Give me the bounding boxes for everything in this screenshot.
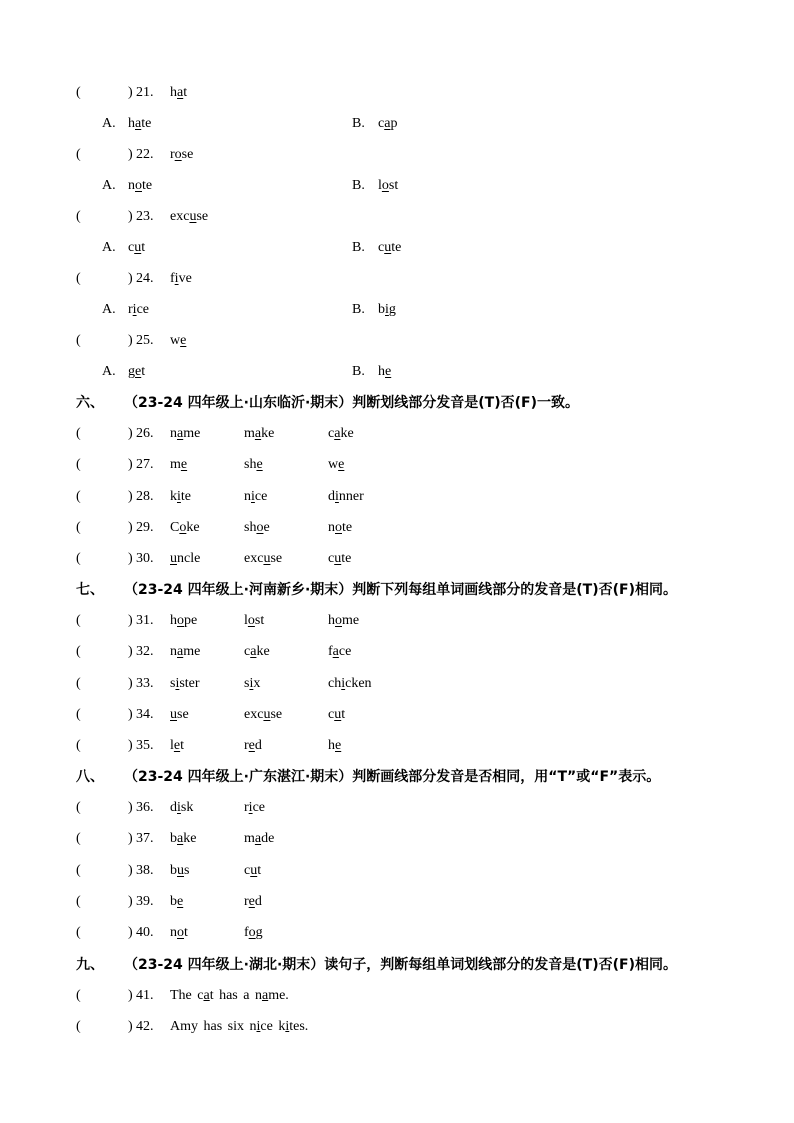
answer-paren-close: ) xyxy=(128,271,133,286)
answer-paren-close: ) xyxy=(128,551,133,566)
answer-blank[interactable] xyxy=(86,207,126,227)
word-1: bus xyxy=(170,863,190,878)
underlined-letter: o xyxy=(177,613,184,628)
question-word: we xyxy=(170,333,187,348)
option-a-label: A. xyxy=(102,116,116,131)
answer-blank[interactable] xyxy=(86,642,126,662)
word-2: red xyxy=(244,738,262,753)
answer-paren-close: ) xyxy=(128,613,133,628)
answer-paren-close: ) xyxy=(128,988,133,1003)
answer-paren-open: ( xyxy=(76,271,81,286)
answer-paren-open: ( xyxy=(76,800,81,815)
answer-blank[interactable] xyxy=(86,829,126,849)
question-number: 38. xyxy=(136,863,154,878)
underlined-letter: o xyxy=(179,520,187,535)
question-number: 41. xyxy=(136,988,154,1003)
word-1: disk xyxy=(170,800,194,815)
word-1: name xyxy=(170,644,201,659)
answer-blank[interactable] xyxy=(86,861,126,881)
answer-paren-close: ) xyxy=(128,800,133,815)
question-number: 23. xyxy=(136,209,154,224)
answer-paren-close: ) xyxy=(128,831,133,846)
underlined-letter: a xyxy=(250,644,257,659)
word-1: be xyxy=(170,894,184,909)
option-a-label: A. xyxy=(102,364,116,379)
underlined-letter: a xyxy=(203,988,210,1003)
underlined-letter: e xyxy=(248,894,255,909)
answer-paren-open: ( xyxy=(76,85,81,100)
underlined-letter: a xyxy=(135,116,142,131)
word-1: me xyxy=(170,457,188,472)
underlined-letter: a xyxy=(177,831,184,846)
question-number: 26. xyxy=(136,426,154,441)
word-3: he xyxy=(328,738,342,753)
answer-blank[interactable] xyxy=(86,331,126,351)
underlined-letter: i xyxy=(385,302,389,317)
word-3: face xyxy=(328,644,352,659)
section-instruction: （23-24 四年级上·河南新乡·期末）判断下列每组单词画线部分的发音是(T)否(F)相同。 xyxy=(124,582,677,598)
answer-paren-open: ( xyxy=(76,676,81,691)
answer-paren-close: ) xyxy=(128,863,133,878)
underlined-letter: a xyxy=(332,644,339,659)
underlined-letter: o xyxy=(177,925,184,940)
word-2: made xyxy=(244,831,275,846)
answer-paren-close: ) xyxy=(128,209,133,224)
option-b-label: B. xyxy=(352,178,365,193)
word-3: cut xyxy=(328,707,346,722)
word-2: shoe xyxy=(244,520,270,535)
word-1: use xyxy=(170,707,189,722)
underlined-letter: i xyxy=(285,1019,290,1034)
section-instruction: （23-24 四年级上·湖北·期末）读句子，判断每组单词划线部分的发音是(T)否(F)相同。 xyxy=(124,957,677,973)
answer-paren-open: ( xyxy=(76,333,81,348)
answer-paren-open: ( xyxy=(76,426,81,441)
answer-paren-open: ( xyxy=(76,894,81,909)
answer-blank[interactable] xyxy=(86,1017,126,1037)
section-instruction: （23-24 四年级上·广东湛江·期末）判断画线部分发音是否相同，用“T”或“F”表示。 xyxy=(124,769,661,785)
answer-blank[interactable] xyxy=(86,798,126,818)
underlined-letter: i xyxy=(335,489,339,504)
underlined-letter: a xyxy=(254,831,262,846)
underlined-letter: i xyxy=(248,800,253,815)
underlined-letter: u xyxy=(334,707,342,722)
answer-paren-open: ( xyxy=(76,988,81,1003)
answer-paren-close: ) xyxy=(128,489,133,504)
option-b-label: B. xyxy=(352,240,365,255)
underlined-letter: e xyxy=(177,894,184,909)
word-2: make xyxy=(244,426,275,441)
answer-blank[interactable] xyxy=(86,83,126,103)
underlined-letter: i xyxy=(341,676,346,691)
option-b-word: big xyxy=(378,302,396,317)
underlined-letter: o xyxy=(248,925,256,940)
underlined-letter: a xyxy=(261,988,269,1003)
answer-paren-open: ( xyxy=(76,738,81,753)
option-a-word: rice xyxy=(128,302,149,317)
option-b-word: lost xyxy=(378,178,399,193)
underlined-letter: u xyxy=(334,551,342,566)
answer-blank[interactable] xyxy=(86,487,126,507)
word-3: dinner xyxy=(328,489,364,504)
word-3: home xyxy=(328,613,360,628)
answer-blank[interactable] xyxy=(86,455,126,475)
section-number: 六、 xyxy=(76,395,104,411)
word-1: hope xyxy=(170,613,198,628)
answer-paren-open: ( xyxy=(76,551,81,566)
option-a-label: A. xyxy=(102,178,116,193)
option-b-label: B. xyxy=(352,116,365,131)
word-1: sister xyxy=(170,676,200,691)
word-3: cake xyxy=(328,426,354,441)
underlined-letter: u xyxy=(170,551,177,566)
question-word: excuse xyxy=(170,209,209,224)
question-number: 29. xyxy=(136,520,154,535)
underlined-letter: i xyxy=(251,489,255,504)
answer-blank[interactable] xyxy=(86,269,126,289)
underlined-letter: a xyxy=(334,426,341,441)
underlined-letter: o xyxy=(335,520,342,535)
word-3: chicken xyxy=(328,676,372,691)
answer-blank[interactable] xyxy=(86,736,126,756)
question-number: 33. xyxy=(136,676,154,691)
option-a-word: note xyxy=(128,178,153,193)
underlined-letter: i xyxy=(256,1019,261,1034)
answer-paren-close: ) xyxy=(128,333,133,348)
underlined-letter: o xyxy=(256,520,264,535)
option-a-label: A. xyxy=(102,302,116,317)
answer-blank[interactable] xyxy=(86,549,126,569)
answer-blank[interactable] xyxy=(86,424,126,444)
underlined-letter: e xyxy=(338,457,345,472)
underlined-letter: e xyxy=(256,457,263,472)
answer-blank[interactable] xyxy=(86,986,126,1006)
underlined-letter: a xyxy=(177,644,184,659)
question-number: 37. xyxy=(136,831,154,846)
underlined-letter: i xyxy=(132,302,137,317)
answer-paren-open: ( xyxy=(76,707,81,722)
word-2: she xyxy=(244,457,263,472)
question-word: rose xyxy=(170,147,194,162)
word-2: nice xyxy=(244,489,268,504)
answer-paren-close: ) xyxy=(128,426,133,441)
underlined-letter: i xyxy=(174,271,179,286)
question-number: 35. xyxy=(136,738,154,753)
answer-blank[interactable] xyxy=(86,145,126,165)
underlined-letter: i xyxy=(249,676,254,691)
word-2: excuse xyxy=(244,707,283,722)
underlined-letter: u xyxy=(177,863,184,878)
word-1: kite xyxy=(170,489,191,504)
answer-paren-close: ) xyxy=(128,85,133,100)
word-1: let xyxy=(170,738,184,753)
answer-blank[interactable] xyxy=(86,674,126,694)
word-1: name xyxy=(170,426,201,441)
underlined-letter: e xyxy=(248,738,255,753)
word-3: cute xyxy=(328,551,352,566)
option-a-word: hate xyxy=(128,116,152,131)
answer-blank[interactable] xyxy=(86,923,126,943)
answer-paren-open: ( xyxy=(76,863,81,878)
word-2: fog xyxy=(244,925,263,940)
underlined-letter: u xyxy=(189,209,197,224)
question-number: 36. xyxy=(136,800,154,815)
answer-paren-open: ( xyxy=(76,147,81,162)
underlined-letter: i xyxy=(175,676,180,691)
answer-paren-open: ( xyxy=(76,925,81,940)
question-number: 39. xyxy=(136,894,154,909)
underlined-letter: e xyxy=(173,738,181,753)
option-b-word: cap xyxy=(378,116,398,131)
underlined-letter: u xyxy=(384,240,392,255)
question-number: 31. xyxy=(136,613,154,628)
section-number: 七、 xyxy=(76,582,104,598)
option-b-label: B. xyxy=(352,364,365,379)
answer-paren-close: ) xyxy=(128,707,133,722)
underlined-letter: a xyxy=(254,426,262,441)
answer-paren-open: ( xyxy=(76,489,81,504)
underlined-letter: o xyxy=(335,613,342,628)
sentence-text: Amy has six nice kites. xyxy=(170,1019,309,1034)
underlined-letter: e xyxy=(180,457,188,472)
underlined-letter: u xyxy=(263,551,271,566)
underlined-letter: i xyxy=(177,800,181,815)
option-a-word: get xyxy=(128,364,146,379)
option-b-word: cute xyxy=(378,240,402,255)
underlined-letter: a xyxy=(177,85,184,100)
underlined-letter: u xyxy=(134,240,142,255)
answer-paren-close: ) xyxy=(128,147,133,162)
underlined-letter: o xyxy=(381,178,389,193)
question-number: 34. xyxy=(136,707,154,722)
underlined-letter: o xyxy=(247,613,255,628)
answer-paren-close: ) xyxy=(128,894,133,909)
answer-paren-close: ) xyxy=(128,925,133,940)
word-3: we xyxy=(328,457,345,472)
question-number: 28. xyxy=(136,489,154,504)
question-number: 32. xyxy=(136,644,154,659)
question-number: 27. xyxy=(136,457,154,472)
answer-paren-open: ( xyxy=(76,457,81,472)
answer-paren-open: ( xyxy=(76,1019,81,1034)
option-a-word: cut xyxy=(128,240,146,255)
word-2: rice xyxy=(244,800,265,815)
word-2: lost xyxy=(244,613,265,628)
question-number: 21. xyxy=(136,85,154,100)
question-number: 42. xyxy=(136,1019,154,1034)
underlined-letter: e xyxy=(180,333,187,348)
underlined-letter: e xyxy=(385,364,392,379)
word-2: six xyxy=(244,676,261,691)
underlined-letter: e xyxy=(135,364,142,379)
section-number: 八、 xyxy=(76,769,104,785)
option-b-word: he xyxy=(378,364,392,379)
answer-paren-close: ) xyxy=(128,457,133,472)
question-number: 22. xyxy=(136,147,154,162)
underlined-letter: e xyxy=(335,738,342,753)
answer-paren-close: ) xyxy=(128,738,133,753)
answer-paren-close: ) xyxy=(128,520,133,535)
underlined-letter: i xyxy=(177,489,181,504)
option-a-label: A. xyxy=(102,240,116,255)
word-2: excuse xyxy=(244,551,283,566)
underlined-letter: a xyxy=(384,116,391,131)
answer-blank[interactable] xyxy=(86,518,126,538)
word-2: red xyxy=(244,894,262,909)
answer-paren-close: ) xyxy=(128,1019,133,1034)
answer-paren-open: ( xyxy=(76,209,81,224)
sentence-text: The cat has a name. xyxy=(170,988,289,1003)
word-1: not xyxy=(170,925,188,940)
answer-blank[interactable] xyxy=(86,705,126,725)
answer-paren-open: ( xyxy=(76,520,81,535)
underlined-letter: o xyxy=(135,178,142,193)
word-1: uncle xyxy=(170,551,201,566)
answer-paren-open: ( xyxy=(76,613,81,628)
question-number: 24. xyxy=(136,271,154,286)
word-3: note xyxy=(328,520,353,535)
question-word: hat xyxy=(170,85,188,100)
section-instruction: （23-24 四年级上·山东临沂·期末）判断划线部分发音是(T)否(F)一致。 xyxy=(124,395,579,411)
question-number: 25. xyxy=(136,333,154,348)
word-2: cut xyxy=(244,863,262,878)
answer-blank[interactable] xyxy=(86,892,126,912)
underlined-letter: a xyxy=(177,426,184,441)
question-word: five xyxy=(170,271,192,286)
underlined-letter: u xyxy=(263,707,271,722)
answer-blank[interactable] xyxy=(86,611,126,631)
question-number: 40. xyxy=(136,925,154,940)
section-number: 九、 xyxy=(76,957,104,973)
underlined-letter: u xyxy=(170,707,177,722)
answer-paren-close: ) xyxy=(128,644,133,659)
answer-paren-open: ( xyxy=(76,644,81,659)
answer-paren-close: ) xyxy=(128,676,133,691)
word-1: bake xyxy=(170,831,197,846)
word-2: cake xyxy=(244,644,270,659)
underlined-letter: o xyxy=(174,147,182,162)
answer-paren-open: ( xyxy=(76,831,81,846)
question-number: 30. xyxy=(136,551,154,566)
word-1: Coke xyxy=(170,520,200,535)
option-b-label: B. xyxy=(352,302,365,317)
underlined-letter: u xyxy=(250,863,258,878)
